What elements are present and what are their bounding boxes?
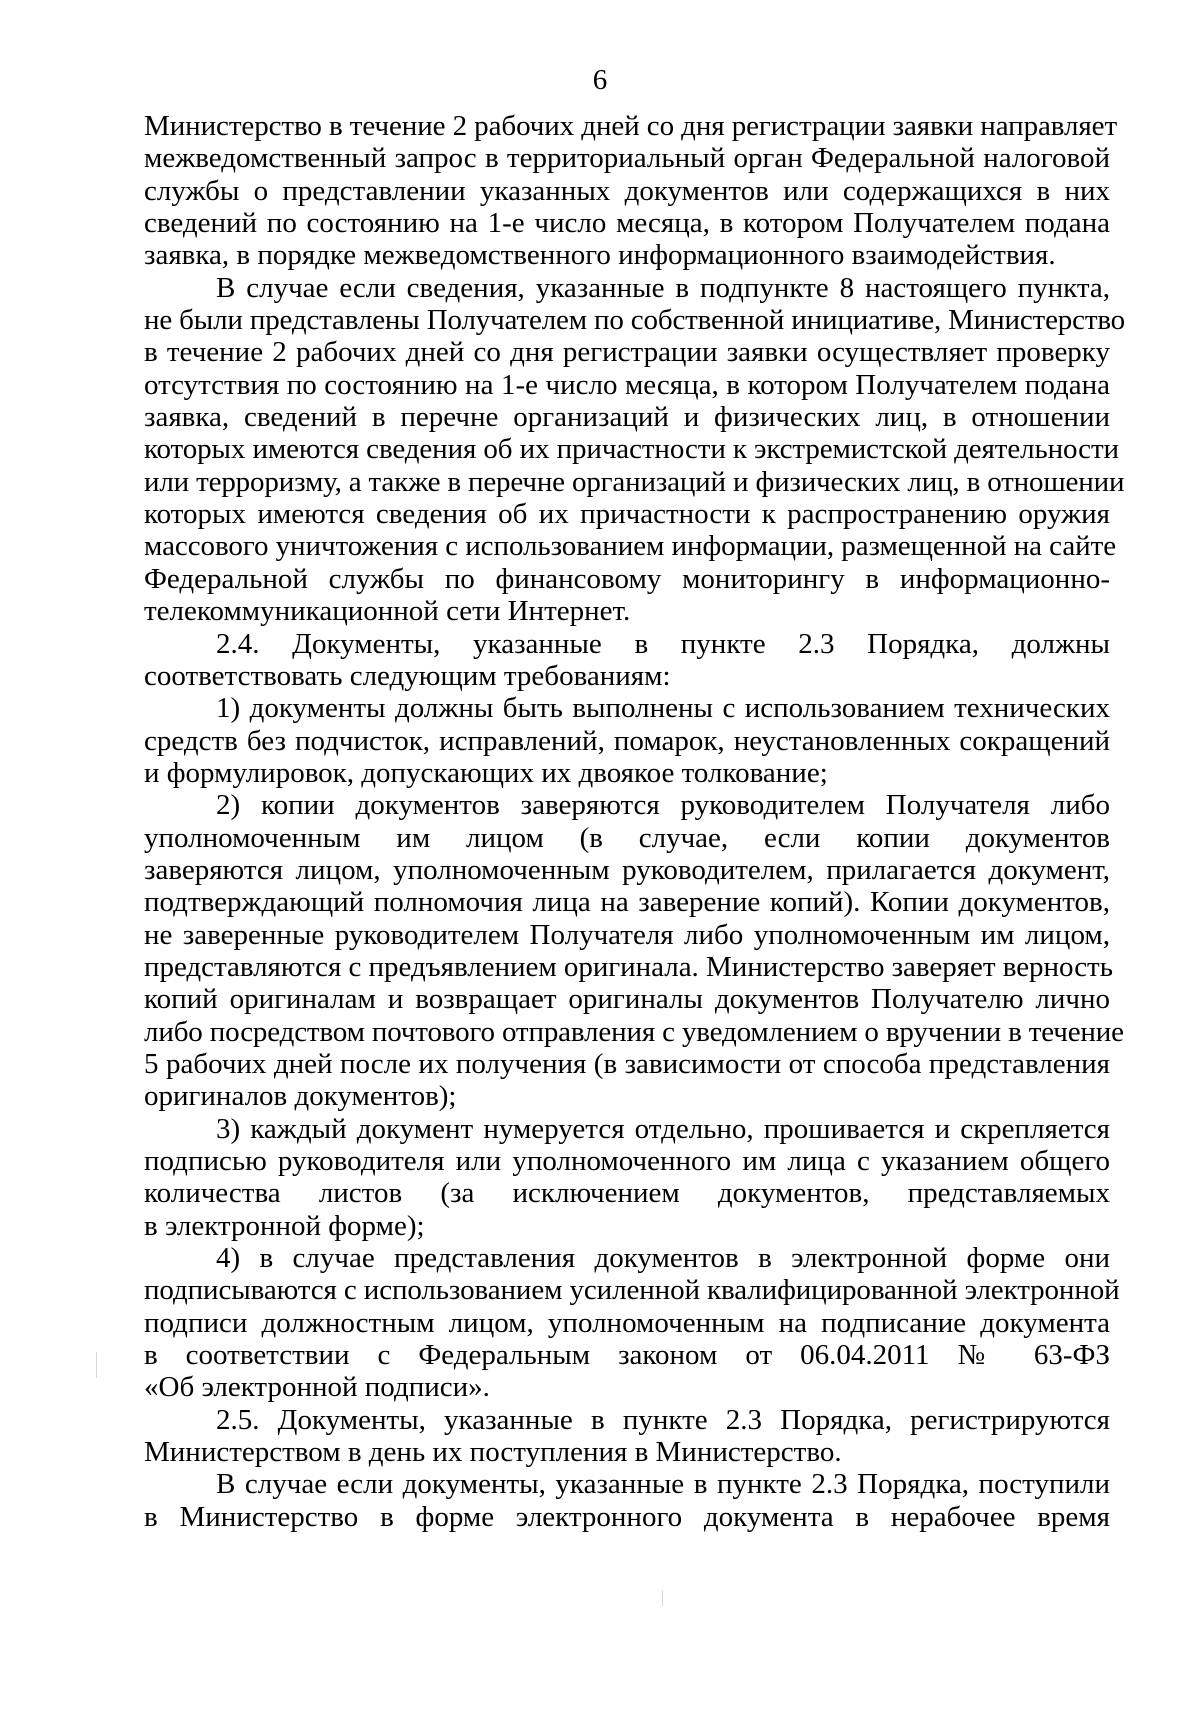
text-line: количества листов (за исключением документов, представляемых [144, 1177, 1110, 1210]
text-line: сведений по состоянию на 1-е число месяца, в котором Получателем подана [144, 207, 1110, 240]
text-line: в течение 2 рабочих дней со дня регистрации заявки осуществляет проверку [144, 336, 1110, 369]
text-line: либо посредством почтового отправления с уведомлением о вручении в течение [144, 1015, 1124, 1048]
text-line: 1) документы должны быть выполнены с использованием технических [216, 692, 1110, 725]
text-line: подписью руководителя или уполномоченного им лица с указанием общего [144, 1145, 1110, 1177]
text-line: не заверенные руководителем Получателя либо уполномоченным им лицом, [144, 918, 1110, 951]
text-line: 4) в случае представления документов в электронной форме они [216, 1242, 1110, 1275]
text-line: подписываются с использованием усиленной квалифицированной электронной [144, 1274, 1120, 1307]
text-line: оригиналов документов); [144, 1080, 457, 1113]
text-line: заявка, в порядке межведомственного информационного взаимодействия. [144, 239, 1056, 272]
paragraph-p9 [144, 1468, 1110, 1533]
text-line: уполномоченным им лицом (в случае, если копии документов [144, 821, 1110, 854]
text-line: не были представлены Получателем по собственной инициативе, Министерство [144, 304, 1126, 337]
text-line: 2.4. Документы, указанные в пункте 2.3 Порядка, должны [216, 627, 1110, 660]
text-line: средств без подчисток, исправлений, помарок, неустановленных сокращений [144, 724, 1110, 757]
text-line: отсутствия по состоянию на 1-е число месяца, в котором Получателем подана [144, 368, 1110, 401]
text-line: В случае если документы, указанные в пункте 2.3 Порядка, поступили [216, 1468, 1110, 1501]
paragraph-p1 [144, 110, 1118, 272]
paragraph-p4 [144, 692, 1110, 789]
scan-artifact [96, 1352, 97, 1378]
text-line: телекоммуникационной сети Интернет. [144, 595, 631, 628]
text-line: соответствовать следующим требованиям: [144, 659, 671, 692]
text-line: представляются с предъявлением оригинала. Министерство заверяет верность [144, 950, 1113, 983]
text-line: 2) копии документов заверяются руководителем Получателя либо [216, 789, 1110, 822]
paragraph-p5 [144, 789, 1124, 1113]
paragraph-p2 [144, 271, 1126, 628]
text-line: в Министерство в форме электронного документа в нерабочее время [144, 1500, 1110, 1533]
text-line: Федеральной службы по финансовому мониторингу в информационно- [144, 562, 1110, 595]
paragraph-p3 [144, 628, 1110, 693]
text-line: подтверждающий полномочия лица на заверение копий). Копии документов, [144, 886, 1110, 919]
paragraph-p8 [144, 1404, 1110, 1469]
text-line: 2.5. Документы, указанные в пункте 2.3 Порядка, регистрируются [216, 1403, 1110, 1436]
text-line: 5 рабочих дней после их получения (в зависимости от способа представления [144, 1047, 1110, 1080]
document-body [144, 110, 1126, 1533]
text-line: «Об электронной подписи». [144, 1371, 490, 1404]
text-line: массового уничтожения с использованием информации, размещенной на сайте [144, 530, 1117, 563]
scan-artifact [662, 1590, 663, 1606]
text-line: заявка, сведений в перечне организаций и физических лиц, в отношении [144, 401, 1110, 434]
text-line: Министерством в день их поступления в Министерство. [144, 1436, 842, 1469]
text-line: 3) каждый документ нумеруется отдельно, прошивается и скрепляется [216, 1112, 1110, 1145]
text-line: подписи должностным лицом, уполномоченным на подписание документа [144, 1306, 1110, 1339]
text-line: заверяются лицом, уполномоченным руководителем, прилагается документ, [144, 853, 1110, 886]
text-line: или терроризму, а также в перечне организаций и физических лиц, в отношении [144, 465, 1125, 498]
text-line: В случае если сведения, указанные в подпункте 8 настоящего пункта, [216, 271, 1110, 304]
paragraph-p7 [144, 1242, 1120, 1404]
text-line: копий оригиналам и возвращает оригиналы документов Получателю лично [144, 983, 1110, 1016]
text-line: которых имеются сведения об их причастности к распространению оружия [144, 498, 1110, 531]
text-line: межведомственный запрос в территориальный орган Федеральной налоговой [144, 142, 1110, 175]
text-line: службы о представлении указанных документов или содержащихся в них [144, 174, 1110, 207]
page-number: 6 [592, 64, 608, 96]
paragraph-p6 [144, 1113, 1110, 1242]
text-line: в электронной форме); [144, 1209, 425, 1242]
text-line: в соответствии с Федеральным законом от 06.04.2011 № 63-ФЗ [144, 1339, 1110, 1372]
text-line: Министерство в течение 2 рабочих дней со дня регистрации заявки направляет [144, 110, 1118, 142]
text-line: и формулировок, допускающих их двоякое толкование; [144, 756, 828, 789]
text-line: которых имеются сведения об их причастности к экстремистской деятельности [144, 433, 1119, 466]
